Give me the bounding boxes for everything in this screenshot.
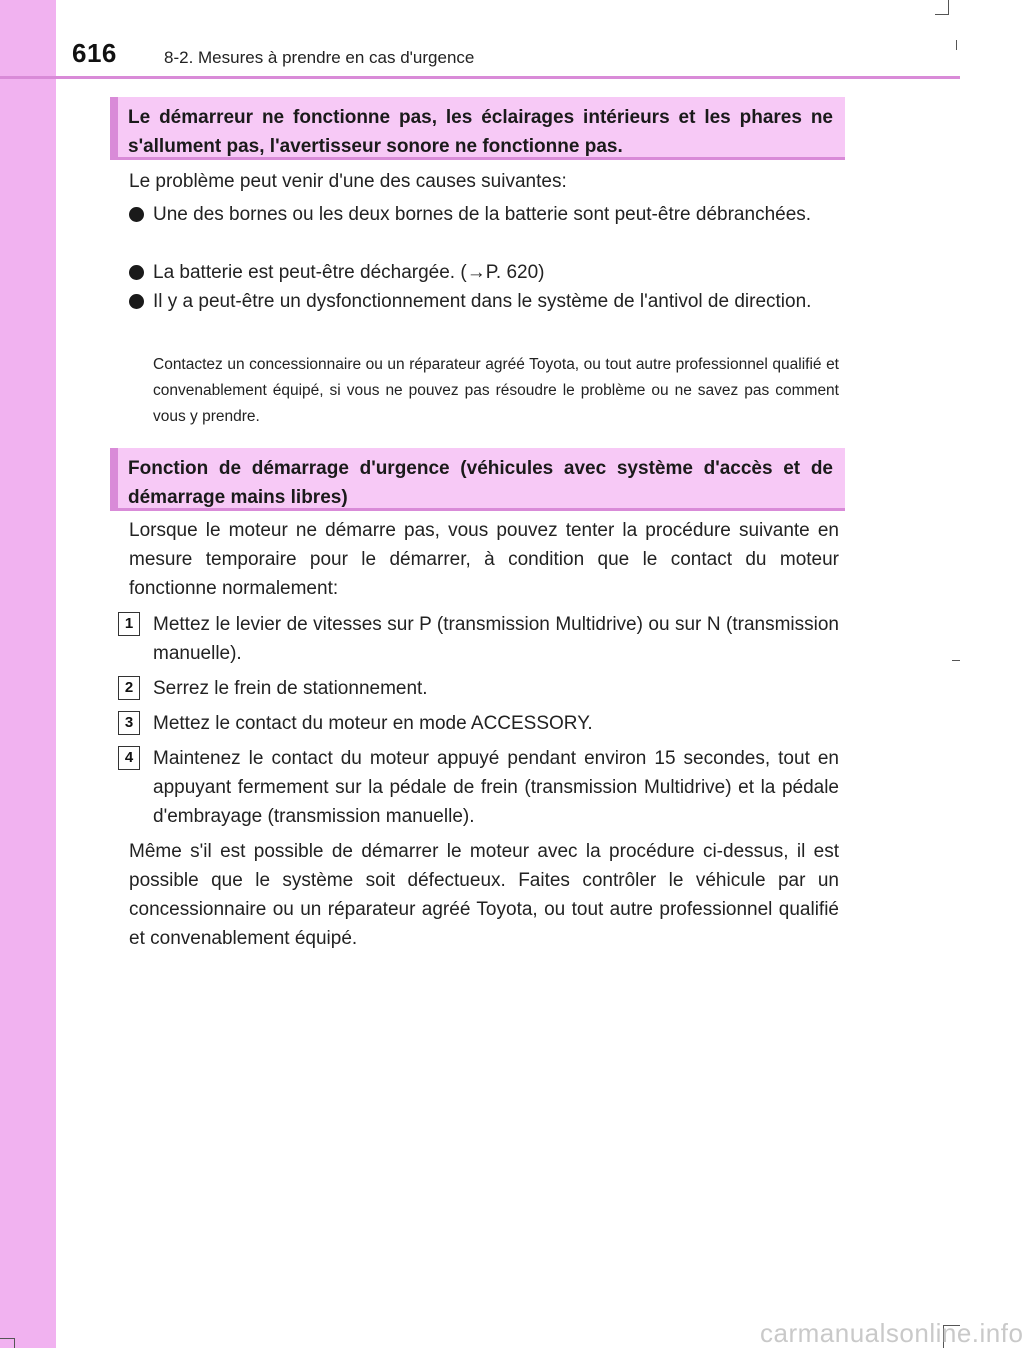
bullet-text: Il y a peut-être un dysfonctionnement dans le système de l'antivol de direction. xyxy=(153,291,812,312)
bullet-dot-icon xyxy=(129,207,144,222)
watermark: carmanualsonline.info xyxy=(760,1318,1023,1348)
step-number-badge: 3 xyxy=(118,711,140,735)
bullet-text: Une des bornes ou les deux bornes de la batterie sont peut-être débranchées. xyxy=(153,204,812,225)
step-item xyxy=(118,709,839,738)
heading-text: Fonction de démarrage d'urgence (véhicules avec système d'accès et de démarrage mains libres) xyxy=(128,458,833,508)
bullet-item xyxy=(129,287,839,316)
heading-starter-failure xyxy=(110,97,845,160)
intro-paragraph: Le problème peut venir d'une des causes suivantes: xyxy=(129,171,567,192)
step-text: Maintenez le contact du moteur appuyé pendant environ 15 secondes, tout en appuyant fermement sur la pédale de frein (transmission Multidrive) et la pédale d'embrayage (transmission manuelle). xyxy=(153,748,839,827)
step-item xyxy=(118,744,839,831)
crop-mark xyxy=(935,14,949,15)
step-text: Mettez le contact du moteur en mode ACCESSORY. xyxy=(153,713,593,734)
heading-emergency-start xyxy=(110,448,845,511)
section-title: 8-2. Mesures à prendre en cas d'urgence xyxy=(164,48,475,67)
crop-mark xyxy=(14,1338,15,1348)
step-item xyxy=(118,674,839,703)
side-color-strip xyxy=(0,0,56,1348)
note-paragraph: Contactez un concessionnaire ou un réparateur agréé Toyota, ou tout autre professionnel qualifié et convenablement équipé, si vous ne pouvez pas résoudre le problème ou ne savez pas comment vous y prendre. xyxy=(153,356,839,425)
crop-mark xyxy=(0,1338,14,1339)
bullet-item xyxy=(129,200,839,229)
heading-text: Le démarreur ne fonctionne pas, les éclairages intérieurs et les phares ne s'allument pas, l'avertisseur sonore ne fonctionne pas. xyxy=(128,107,833,157)
step-number-badge: 4 xyxy=(118,746,140,770)
step-text: Mettez le levier de vitesses sur P (transmission Multidrive) ou sur N (transmission manuelle). xyxy=(153,614,839,664)
intro-paragraph: Lorsque le moteur ne démarre pas, vous pouvez tenter la procédure suivante en mesure temporaire pour le démarrer, à condition que le contact du moteur fonctionne normalement: xyxy=(129,520,839,599)
step-text: Serrez le frein de stationnement. xyxy=(153,678,428,699)
bullet-text: La batterie est peut-être déchargée. (→P. 620) xyxy=(153,262,545,283)
step-number-badge: 1 xyxy=(118,612,140,636)
bullet-item xyxy=(129,258,839,287)
bullet-dot-icon xyxy=(129,265,144,280)
header-divider xyxy=(0,76,960,79)
conclusion-paragraph: Même s'il est possible de démarrer le moteur avec la procédure ci-dessus, il est possible que le système soit défectueux. Faites contrôler le véhicule par un concessionnaire ou un réparateur agréé Toyota, ou tout autre professionnel qualifié et convenablement équipé. xyxy=(129,841,839,949)
page-number: 616 xyxy=(72,38,117,68)
bullet-dot-icon xyxy=(129,294,144,309)
step-number-badge: 2 xyxy=(118,676,140,700)
crop-mark xyxy=(948,0,949,14)
crop-mark xyxy=(952,660,960,661)
step-item xyxy=(118,610,839,668)
crop-mark xyxy=(956,40,957,50)
